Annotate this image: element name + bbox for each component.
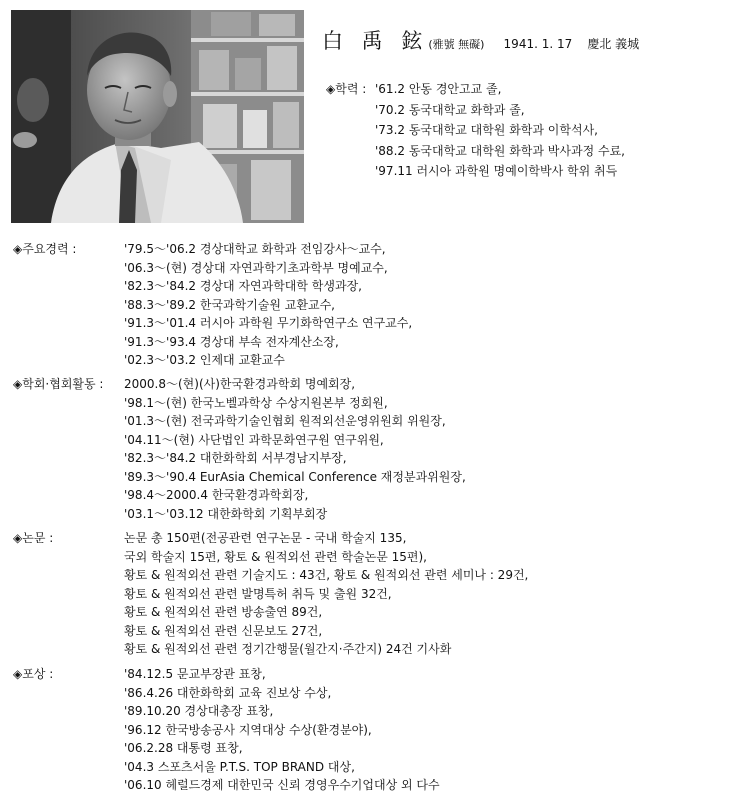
society-label: ◈학회·협회활동 : [13, 377, 104, 391]
society-item: '03.1～'03.12 대한화학회 기획부회장 [124, 506, 328, 521]
society-item: '98.1～(현) 한국노벨과학상 수상지원본부 정회원, [124, 395, 388, 410]
papers-item: 황토 & 원적외선 관련 기술지도 : 43건, 황토 & 원적외선 관련 세미나 : 29건, [124, 568, 529, 582]
society-item: '04.11～(현) 사단법인 과학문화연구원 연구위원, [124, 432, 384, 447]
papers-item: 황토 & 원적외선 관련 방송출연 89건, [124, 605, 323, 619]
awards-label: ◈포상 : [13, 667, 54, 681]
society-item: '01.3～(현) 전국과학기술인협회 원적외선운영위원회 위원장, [124, 414, 446, 428]
career-item: '82.3～'84.2 경상대 자연과학대학 학생과장, [124, 279, 362, 293]
education-item: '61.2 안동 경안고교 졸, [375, 82, 502, 96]
career-item: '91.3～'93.4 경상대 부속 전자계산소장, [124, 334, 339, 349]
profile-name-line [322, 27, 639, 59]
award-item: '06.10 헤럴드경제 대한민국 신뢰 경영우수기업대상 외 다수 [124, 778, 440, 792]
portrait-illustration [11, 10, 304, 223]
education-item: '70.2 동국대학교 화학과 졸, [375, 102, 525, 117]
society-list [124, 375, 466, 523]
awards-list [124, 665, 440, 795]
society-item: '89.3～'90.4 EurAsia Chemical Conference 재정분과위원장, [124, 469, 466, 484]
award-item: '96.12 한국방송공사 지역대상 수상(환경분야), [124, 722, 372, 737]
person-name: 白 禹 鉉 [322, 29, 429, 53]
education-label: ◈학력 : [326, 82, 367, 96]
papers-item: 국외 학술지 15편, 황토 & 원적외선 관련 학술논문 15편), [124, 549, 427, 564]
papers-item: 논문 총 150편(전공관련 연구논문 - 국내 학술지 135, [124, 531, 407, 545]
education-item: '88.2 동국대학교 대학원 화학과 박사과정 수료, [375, 143, 625, 158]
papers-item: 황토 & 원적외선 관련 신문보도 27건, [124, 623, 323, 638]
education-item: '73.2 동국대학교 대학원 화학과 이학석사, [375, 123, 598, 137]
career-item: '06.3～(현) 경상대 자연과학기초과학부 명예교수, [124, 260, 388, 275]
career-list [124, 240, 412, 370]
award-item: '06.2.28 대통령 표창, [124, 741, 243, 755]
career-item: '02.3～'03.2 인제대 교환교수 [124, 353, 285, 367]
award-item: '86.4.26 대한화학회 교육 진보상 수상, [124, 685, 332, 700]
award-item: '84.12.5 문교부장관 표창, [124, 667, 266, 681]
society-item: '82.3～'84.2 대한화학회 서부경남지부장, [124, 451, 347, 465]
papers-item: 황토 & 원적외선 관련 정기간행물(월간지·주간지) 24건 기사화 [124, 642, 452, 656]
career-item: '79.5～'06.2 경상대학교 화학과 전임강사～교수, [124, 242, 386, 256]
education-item: '97.11 러시아 과학원 명예이학박사 학위 취득 [375, 164, 618, 178]
society-item: 2000.8～(현)(사)한국환경과학회 명예회장, [124, 377, 356, 391]
award-item: '04.3 스포츠서울 P.T.S. TOP BRAND 대상, [124, 759, 355, 774]
career-item: '91.3～'01.4 러시아 과학원 무기화학연구소 연구교수, [124, 316, 413, 330]
society-item: '98.4～2000.4 한국환경과학회장, [124, 488, 309, 502]
award-item: '89.10.20 경상대총장 표창, [124, 704, 274, 718]
papers-item: 황토 & 원적외선 관련 발명특허 취득 및 출원 32건, [124, 586, 392, 601]
education-list [375, 79, 625, 182]
education-section [326, 79, 625, 182]
career-item: '88.3～'89.2 한국과학기술원 교환교수, [124, 297, 335, 312]
career-label: ◈주요경력 : [13, 242, 77, 256]
pen-name: (雅號 無礙) [428, 38, 485, 51]
portrait-photo [11, 10, 304, 223]
papers-list [124, 529, 528, 659]
papers-label: ◈논문 : [13, 531, 54, 545]
birth-date: 1941. 1. 17 [503, 37, 573, 51]
birthplace: 慶北 義城 [587, 37, 640, 51]
